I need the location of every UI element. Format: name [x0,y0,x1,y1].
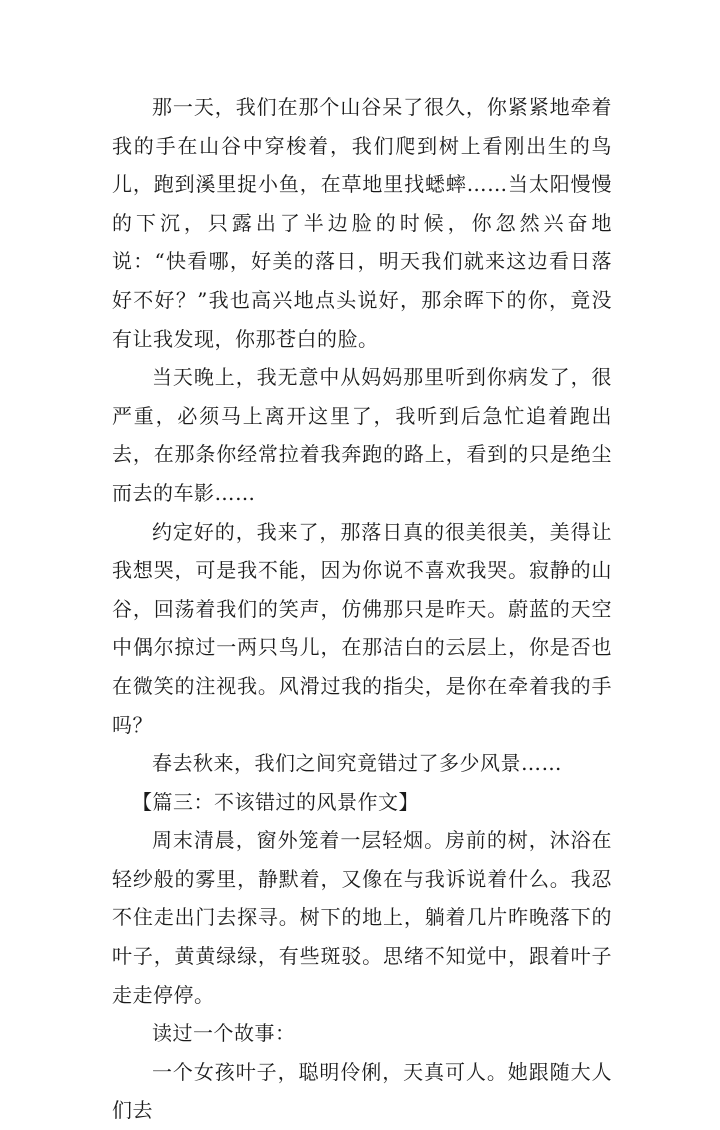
paragraph-read-story: 读过一个故事： [152,1021,296,1046]
section-heading: 【篇三：不该错过的风景作文】 [132,789,419,814]
paragraph-valley-day: 那一天，我们在那个山谷呆了很久，你紧紧地牵着我的手在山谷中穿梭着，我们爬到树上看刚出生的鸟儿，跑到溪里捉小鱼，在草地里找蟋蟀……当太阳慢慢的下沉，只露出了半边脸的时候，你忽然兴奋地说：“快看哪，好美的落日，明天我们就来这边看日落好不好？”我也高兴地点头说好，那余晖下的你，竟没有让我发现，你那苍白的脸。 [112,95,612,351]
article-body [112,88,612,1130]
paragraph-missed-scenery: 春去秋来，我们之间究竟错过了多少风景…… [152,751,562,776]
paragraph-girl-ye-zi: 一个女孩叶子，聪明伶俐，天真可人。她跟随大人们去 [112,1059,612,1123]
paragraph-sunset-promise: 约定好的，我来了，那落日真的很美很美，美得让我想哭，可是我不能，因为你说不喜欢我哭。寂静的山谷，回荡着我们的笑声，仿佛那只是昨天。蔚蓝的天空中偶尔掠过一两只鸟儿，在那洁白的云层上，你是否也在微笑的注视我。风滑过我的指尖，是你在牵着我的手吗？ [112,519,612,737]
paragraph-weekend-morning: 周末清晨，窗外笼着一层轻烟。房前的树，沐浴在轻纱般的雾里，静默着，又像在与我诉说着什么。我忍不住走出门去探寻。树下的地上，躺着几片昨晚落下的叶子，黄黄绿绿，有些斑驳。思绪不知觉中，跟着叶子走走停停。 [112,828,612,1007]
paragraph-that-night: 当天晚上，我无意中从妈妈那里听到你病发了，很严重，必须马上离开这里了，我听到后急忙追着跑出去，在那条你经常拉着我奔跑的路上，看到的只是绝尘而去的车影…… [112,365,612,505]
